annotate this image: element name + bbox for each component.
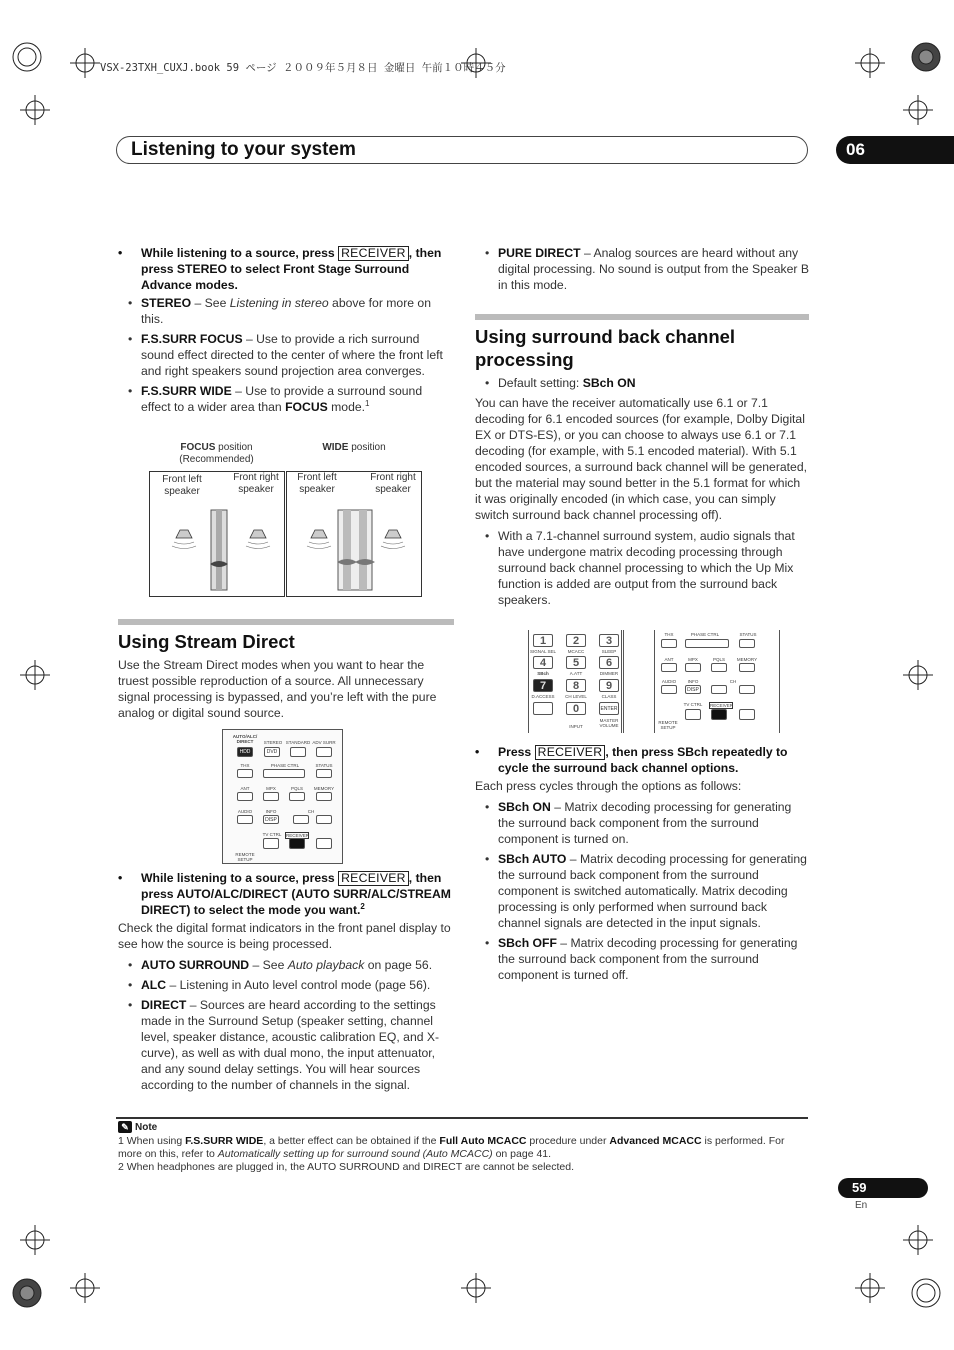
remote-label: INFO [687, 679, 699, 684]
remote-label: AUTO/ALC/ DIRECT [232, 734, 258, 744]
list-item-wide: • F.S.SURR WIDE – Use to provide a surround sound effect to a wider area than FOCUS mode.$^1$ [118, 383, 454, 415]
key [316, 792, 332, 801]
key-d-access [533, 702, 553, 715]
key-7-sbch: 7 [533, 679, 553, 692]
list-item-alc: • ALC – Listening in Auto level control mode (page 56). [118, 977, 454, 993]
page-title: Listening to your system [131, 139, 356, 160]
disp-key: DISP [685, 685, 701, 694]
key-0: 0 [566, 702, 586, 715]
remote-label: MPX [266, 786, 276, 791]
option-sbch-on: • SBch ON – Matrix decoding processing for generating the surround back component from the surround component is turned on. [475, 799, 809, 847]
key-9: 9 [599, 679, 619, 692]
key [739, 639, 755, 648]
focus-speaker-illustration [150, 472, 284, 596]
left-column-top [118, 245, 454, 419]
key-8: 8 [566, 679, 586, 692]
list-item-stereo: • STEREO – See Listening in stereo above for more on this. [118, 295, 454, 327]
remote-label: SLEEP [601, 649, 617, 654]
list-item-direct: • DIRECT – Sources are heard according to the settings made in the Surround Setup (speaker setting, channel level, speaker distance, acoustic calibration EQ, and X-curve), as well as with dual mono, the input attenuator, and any sound delay settings. You will hear sources according to the number of channels in the signal. [118, 997, 454, 1093]
front-left-label: Front left speaker [162, 474, 202, 497]
remote-label: STATUS [739, 632, 757, 637]
remote-label: CH [729, 679, 737, 684]
ch-minus-key [293, 815, 309, 824]
front-left-label: Front left speaker [297, 472, 337, 495]
receiver-key: RECEIVER [338, 246, 409, 261]
surround-back-section [475, 314, 809, 612]
remote-label: CH [307, 809, 315, 814]
key-5: 5 [566, 656, 586, 669]
key-6: 6 [599, 656, 619, 669]
section-title-surround-back: Using surround back channel processing [475, 326, 736, 370]
print-header: VSX-23TXH_CUXJ.book 59 ページ ２００９年５月８日 金曜日 午前１０時４５分 [100, 62, 506, 74]
press-receiver-bullet: • Press RECEIVER , then press SBch repeatedly to cycle the surround back channel options. [475, 744, 809, 776]
key [316, 838, 332, 849]
surround-back-steps [475, 744, 809, 987]
note-rule [116, 1117, 808, 1119]
remote-label: MPX [688, 657, 698, 662]
remote-label: STANDARD [285, 740, 311, 745]
wide-speaker-illustration [287, 472, 421, 596]
remote-label: CLASS [601, 694, 617, 699]
remote-label: TV CTRL [262, 832, 282, 837]
footnotes [118, 1135, 810, 1174]
key [263, 792, 279, 801]
wide-caption: WIDE position [322, 442, 386, 453]
remote-label: AUDIO [237, 809, 253, 814]
header-bar [116, 136, 808, 164]
key [661, 685, 677, 694]
remote-label: A.ATT [569, 671, 583, 676]
disp-key: DISP [263, 815, 279, 824]
remote-numpad [528, 630, 624, 733]
section-title-stream-direct: Using Stream Direct [118, 631, 295, 652]
key-1: 1 [533, 634, 553, 647]
key [263, 769, 305, 778]
key [237, 815, 253, 824]
remote-label: MCACC [567, 649, 585, 654]
remote-label: THX [664, 632, 674, 637]
right-column-top [475, 245, 809, 297]
remote-label: PQLS [712, 657, 725, 662]
remote-label: MASTER VOLUME [599, 718, 619, 728]
footnote-1: 1 When using F.S.SURR WIDE, a better effect can be obtained if the Full Auto MCACC procedure under Advanced MCACC is performed. For more on this, refer to Automatically setting up for surround sound (Auto MCACC) on page 41. [118, 1135, 785, 1160]
key [316, 769, 332, 778]
remote-label: INFO [265, 809, 277, 814]
remote-label: MEMORY [313, 786, 335, 791]
remote-label: TV CTRL [683, 702, 703, 707]
ch-plus-key [739, 685, 755, 694]
list-item-focus: • F.S.SURR FOCUS – Use to provide a rich surround sound effect directed to the center of where the front left and right speakers sound projection area converges. [118, 331, 454, 379]
remote-label: RECEIVER [286, 833, 310, 838]
section-rule [475, 314, 809, 320]
key [290, 747, 306, 757]
remote-label: PQLS [290, 786, 303, 791]
key [661, 663, 677, 672]
remote-label: INPUT [569, 724, 583, 729]
enter-key: ENTER [599, 702, 619, 715]
key-2: 2 [566, 634, 586, 647]
ch-minus-key [711, 685, 727, 694]
key [685, 639, 729, 648]
remote-label: STATUS [315, 763, 333, 768]
remote-right-panel [654, 630, 780, 733]
receiver-key: RECEIVER [338, 871, 409, 886]
remote-label: PHASE CTRL [690, 632, 720, 637]
remote-label: CH LEVEL [565, 694, 587, 699]
list-item-auto-surround: • AUTO SURROUND – See Auto playback on page 56. [118, 957, 454, 973]
remote-label: MEMORY [736, 657, 758, 662]
stream-direct-bullet: • While listening to a source, press RECEIVER , then press AUTO/ALC/DIRECT (AUTO SURR/ALC/STREAM DIRECT) to select the mode you want.$^2$ [118, 870, 454, 918]
note-heading: ✎ Note [118, 1121, 157, 1133]
chapter-number: 06 [836, 136, 954, 164]
remote-label: ANT [240, 786, 250, 791]
remote-label: PHASE CTRL [270, 763, 300, 768]
remote-illustration-right [528, 630, 780, 733]
language-code: En [855, 1200, 868, 1211]
focus-caption: FOCUS position (Recommended) [179, 442, 254, 465]
hdd-key: HDD [237, 747, 253, 757]
note-pencil-icon: ✎ [118, 1121, 132, 1133]
receiver-key-dark [289, 838, 305, 849]
receiver-key: RECEIVER [535, 745, 606, 760]
stream-direct-body [118, 870, 454, 1097]
remote-label: THX [240, 763, 250, 768]
remote-label: RECEIVER [710, 703, 734, 708]
key [739, 709, 755, 720]
remote-label: AUDIO [661, 679, 677, 684]
wide-panel [286, 471, 422, 597]
key [237, 769, 253, 778]
stream-direct-section [118, 619, 454, 726]
receiver-key-dark [711, 709, 727, 720]
remote-label: STEREO [263, 740, 283, 745]
option-sbch-auto: • SBch AUTO – Matrix decoding processing for generating the surround back component from the surround component is switched automatically. Matrix decoding processing is only performed when surround back channel signals are detected in the input signals. [475, 851, 809, 931]
key [711, 663, 727, 672]
footnote-2: 2 When headphones are plugged in, the AUTO SURROUND and DIRECT are cannot be selected. [118, 1161, 575, 1173]
check-text: Check the digital format indicators in the front panel display to see how the source is being processed. [118, 921, 451, 951]
key [661, 639, 677, 648]
remote-label: D.ACCESS [531, 694, 555, 699]
remote-label: DIMMER [599, 671, 619, 676]
intro-bullet: • While listening to a source, press RECEIVER , then press STEREO to select Front Stage Surround Advance modes. [118, 245, 454, 293]
ch-plus-key [316, 815, 332, 824]
key [316, 747, 332, 757]
list-item-pure-direct: • PURE DIRECT – Analog sources are heard without any digital processing. No sound is output from the Speaker B in this mode. [475, 245, 809, 293]
key [685, 709, 701, 720]
remote-label: REMOTE SETUP [235, 852, 255, 862]
remote-label: REMOTE SETUP [658, 720, 678, 730]
page-number: 59 [838, 1178, 928, 1198]
remote-label: ANT [664, 657, 674, 662]
key-3: 3 [599, 634, 619, 647]
stream-direct-intro: Use the Stream Direct modes when you want to hear the truest possible reproduction of a source. All unnecessary signal processing is bypassed, and you’re left with the pure analog or digital sound source. [118, 658, 437, 720]
speaker-position-diagram [149, 440, 421, 600]
key [685, 663, 701, 672]
each-press-text: Each press cycles through the options as follows: [475, 779, 742, 793]
remote-label: SIGNAL SEL [529, 649, 557, 654]
default-setting: • Default setting: SBch ON [475, 375, 809, 391]
key [739, 663, 755, 672]
dvd-key: DVD [264, 747, 280, 757]
list-item-7-1: • With a 7.1-channel surround system, audio signals that have undergone matrix decoding processing through surround back channel processing to which the Up Mix function is added are output from the surround back speakers. [475, 528, 809, 608]
key [289, 792, 305, 801]
remote-illustration-left [222, 729, 343, 864]
key [237, 792, 253, 801]
remote-label: SBch [537, 671, 549, 676]
front-right-label: Front right speaker [233, 472, 279, 495]
option-sbch-off: • SBch OFF – Matrix decoding processing for generating the surround back component from the surround component is turned off. [475, 935, 809, 983]
key-4: 4 [533, 656, 553, 669]
section-rule [118, 619, 454, 625]
surround-back-body: You can have the receiver automatically use 6.1 or 7.1 decoding for 6.1 encoded sources (for example, Dolby Digital EX or DTS-ES), or you can choose to always use 6.1 or 7.1 decoding (for example, with 5.1 encoded material). With 5.1 encoded sources, a surround back channel will be generated, but the material may sound better in the 5.1 format for which it was originally encoded (in which case, you can simply switch surround back channel processing off). [475, 396, 807, 522]
front-right-label: Front right speaker [370, 472, 416, 495]
focus-panel [149, 471, 285, 597]
key [263, 838, 279, 849]
remote-label: ADV SURR [312, 740, 336, 745]
